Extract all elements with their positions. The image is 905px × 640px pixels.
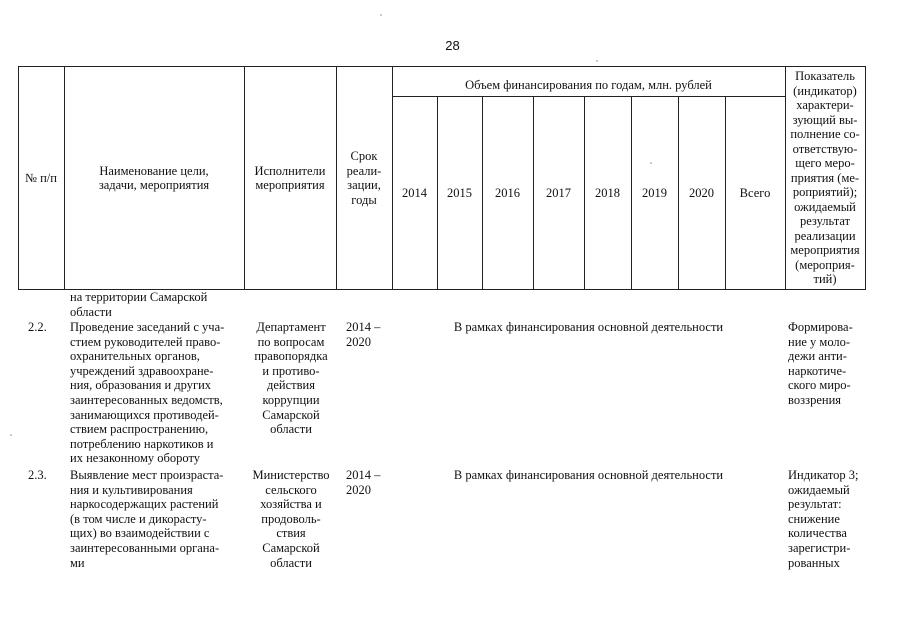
scan-speck [596, 60, 598, 62]
header-financing-title: Объем финансирования по годам, млн. рублей [465, 77, 712, 92]
row-2-2-term: 2014 – 2020 [346, 320, 381, 349]
header-indicator: Показатель (индикатор) характери- зующий вы- полнение со- ответствую- щего меро- приятия (ме- роприятий); ожидаемый результат реализации мероприятия (мероприя- тий) [790, 69, 860, 287]
row-2-2-name: Проведение заседаний с уча- стием руководителей право- охранительных органов, учреждений здравоохране- ния, образования и других заинтересованных ведомств, занимающихся противодей- ствием распространению, потреблению наркотиков и их незаконному обороту [70, 320, 225, 466]
header-year-2017: 2017 [546, 185, 571, 200]
row-2-2-indicator: Формирова- ние у моло- дежи анти- наркотиче- ского миро- воззрения [788, 320, 853, 407]
row-2-3-name: Выявление мест произраста- ния и культивирования наркосодержащих растений (в том числе и дикорасту- щих) во взаимодействии с заинтересованными органа- ми [70, 468, 224, 570]
continuation-text: на территории Самарской области [70, 290, 208, 319]
header-year-total: Всего [739, 185, 771, 200]
row-2-3-num: 2.3. [28, 468, 47, 482]
row-2-2-executor: Департамент по вопросам правопорядка и противо- действия коррупции Самарской области [254, 320, 328, 437]
page-number: 28 [445, 38, 460, 53]
header-year-2016: 2016 [495, 185, 520, 200]
scan-speck [380, 14, 382, 16]
header-year-2018: 2018 [595, 185, 620, 200]
header-executors: Исполнители мероприятия [254, 163, 326, 192]
header-num: № п/п [25, 170, 57, 185]
row-2-3-term: 2014 – 2020 [346, 468, 381, 497]
row-2-2-financing: В рамках финансирования основной деятельности [453, 320, 724, 334]
row-2-3-indicator: Индикатор 3; ожидаемый результат: снижение количества зарегистри- рованных [788, 468, 859, 570]
row-2-3-financing: В рамках финансирования основной деятельности [453, 468, 724, 482]
scan-speck [650, 162, 652, 164]
row-2-3-executor: Министерство сельского хозяйства и продоволь- ствия Самарской области [252, 468, 330, 570]
header-name: Наименование цели, задачи, мероприятия [98, 163, 210, 192]
row-2-2-num: 2.2. [28, 320, 47, 334]
header-term: Срок реали-зации, годы [346, 149, 382, 207]
table-header [18, 66, 866, 290]
header-year-2014: 2014 [402, 185, 427, 200]
header-year-2019: 2019 [642, 185, 667, 200]
scan-speck [10, 434, 12, 436]
header-year-2015: 2015 [447, 185, 472, 200]
header-year-2020: 2020 [689, 185, 714, 200]
